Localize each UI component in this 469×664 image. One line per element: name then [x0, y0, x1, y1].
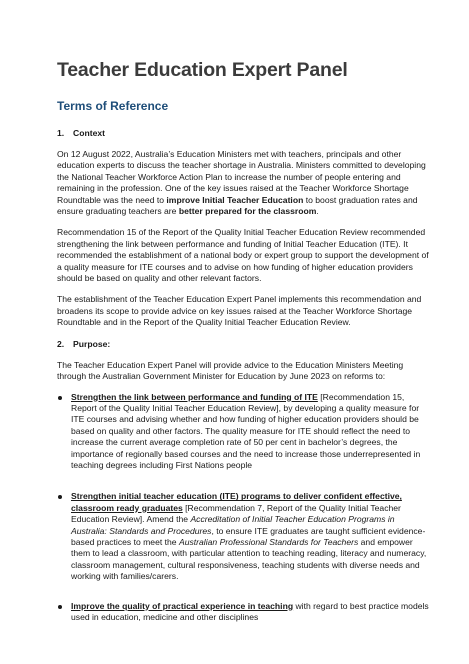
bullet-icon [58, 396, 62, 400]
context-paragraph-1 [57, 149, 429, 217]
list-item [57, 601, 429, 624]
purpose-list [57, 392, 429, 624]
document-title: Teacher Education Expert Panel [57, 59, 348, 81]
section-heading-text: Purpose: [73, 338, 111, 349]
text-run: [Recommendation 15, Report of the Quality Initial Teacher Education Review], by developing a quality measure for ITE courses and advising whether and how funding of higher education providers should be based on quality and other factors. The quality measure for ITE should reflect the need to increase the current average completion rate of 50 per cent in bachelor’s degrees, the importance of regionally based courses and the need to increase those underrepresented in teaching degrees including First Nations people [71, 391, 421, 470]
text-run: to boost graduation rates and ensure graduating teachers are [57, 194, 418, 217]
section-heading-text: Context [73, 128, 105, 138]
bold-text: improve Initial Teacher Education [166, 194, 304, 205]
bullet-icon [58, 605, 62, 609]
italic-text: Accreditation of Initial Teacher Education Programs in Australia: Standards and Procedures [71, 514, 395, 536]
document-subtitle: Terms of Reference [57, 99, 169, 113]
list-item [57, 392, 429, 472]
bullet-heading: Strengthen the link between performance and funding of ITE [71, 391, 318, 402]
bullet-heading: Improve the quality of practical experience in teaching [71, 600, 294, 611]
text-run: , to ensure ITE graduates are taught sufficient evidence-based practices to meet the [71, 525, 426, 547]
bullet-heading: Strengthen initial teacher education (ITE) programs to deliver confident effective, classroom ready graduates [71, 491, 402, 513]
section-heading-purpose [57, 339, 429, 350]
text-run: [Recommendation 7, Report of the Quality Initial Teacher Education Review]. Amend the [71, 502, 401, 525]
section-heading-context [57, 128, 429, 139]
text-run: with regard to best practice models used in education, medicine and other disciplines [71, 600, 429, 622]
section-number: 1. [57, 128, 65, 138]
context-paragraph-3: The establishment of the Teacher Education Expert Panel implements this recommendation and broadens its scope to provide advice on key issues raised at the Teacher Workforce Shortage Roundtable and in the Report of the Quality Initial Teacher Education Review. [57, 294, 422, 328]
context-paragraph-2: Recommendation 15 of the Report of the Quality Initial Teacher Education Review recommended strengthening the link between performance and funding of Initial Teacher Education (ITE). It recommended the establishment of a national body or expert group to support the development of a quality measure for ITE courses and to advise on how funding of higher education providers should be based on quality and other relevant factors. [57, 227, 429, 284]
text-run: and empower them to lead a classroom, with particular attention to teaching reading, literacy and numeracy, classroom management, cultural responsiveness, teaching students with diverse needs and working with families/carers. [71, 536, 427, 582]
text-run: On 12 August 2022, Australia’s Education Ministers met with teachers, principals and other education experts to discuss the teacher shortage in Australia. Ministers committed to developing the National Teacher Workforce Action Plan to increase the number of people entering and remaining in the profession. One of the key issues raised at the Teacher Workforce Shortage Roundtable was the need to [57, 149, 426, 205]
list-item [57, 491, 429, 582]
purpose-intro: The Teacher Education Expert Panel will provide advice to the Education Ministers Meeting through the Australian Government Minister for Education by June 2023 on reforms to: [57, 359, 404, 382]
text-run: . [316, 206, 319, 217]
bold-text: better prepared for the classroom [178, 206, 317, 217]
italic-text: Australian Professional Standards for Teachers [178, 536, 359, 547]
section-number: 2. [57, 338, 65, 349]
bullet-icon [58, 495, 62, 499]
